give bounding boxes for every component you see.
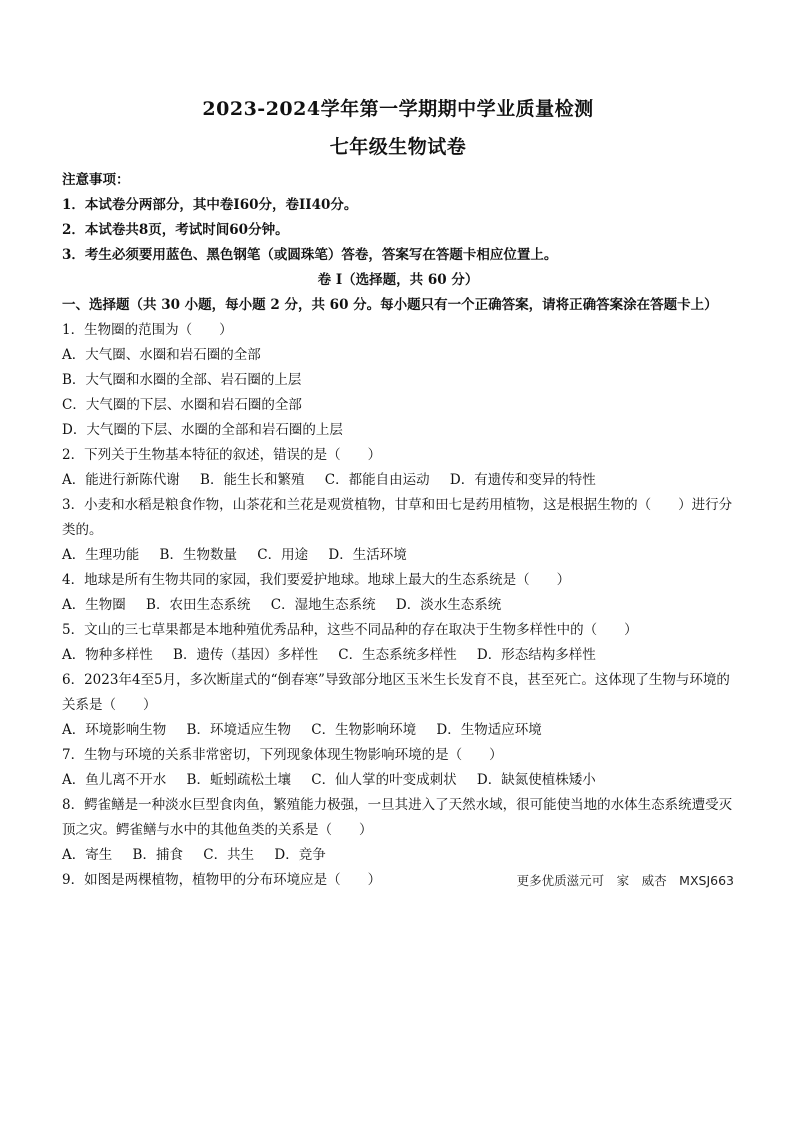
question-option: D．生活环境 — [328, 547, 407, 563]
question-option: A．生理功能 — [62, 547, 140, 563]
question-stem: 2．下列关于生物基本特征的叙述，错误的是（ ） — [62, 447, 382, 463]
question-option: A．鱼儿离不开水 — [62, 772, 167, 788]
question-option: D．形态结构多样性 — [476, 647, 596, 663]
question-option: A．环境影响生物 — [62, 722, 167, 738]
question-row — [62, 868, 734, 893]
question-options-row — [62, 768, 734, 793]
question-option: C．共生 — [203, 847, 255, 863]
section-heading: 卷 I（选择题，共 60 分） — [317, 272, 479, 288]
question-stem: 8．鳄雀鳝是一种淡水巨型食肉鱼，繁殖能力极强，一旦其进入了天然水域，很可能使当地的水体生态系统遭受灭顶之灾。鳄雀鳝与水中的其他鱼类的关系是（ ） — [62, 797, 733, 838]
question-stem: 9．如图是两棵植物，植物甲的分布环境应是（ ） — [62, 872, 382, 888]
question-stem: 3．小麦和水稻是粮食作物，山茶花和兰花是观赏植物，甘草和田七是药用植物，这是根据生物的（ ）进行分类的。 — [62, 497, 733, 538]
question-stem: 7．生物与环境的关系非常密切，下列现象体现生物影响环境的是（ ） — [62, 747, 503, 763]
question-option: C．仙人掌的叶变成刺状 — [311, 772, 457, 788]
question-options-row — [62, 643, 734, 668]
question-option: A．大气圈、水圈和岩石圈的全部 — [62, 347, 261, 363]
question-stem: 5．文山的三七草果都是本地种殖优秀品种，这些不同品种的存在取决于生物多样性中的（ ） — [62, 622, 638, 638]
question-option: B．大气圈和水圈的全部、岩石圈的上层 — [62, 372, 302, 388]
exam-subtitle: 七年级生物试卷 — [329, 136, 467, 158]
question-options-row — [62, 843, 734, 868]
question-option: C．湿地生态系统 — [270, 597, 376, 613]
question-option: D．淡水生态系统 — [395, 597, 502, 613]
question-option: C．大气圈的下层、水圈和岩石圈的全部 — [62, 397, 302, 413]
question-option: C．生态系统多样性 — [338, 647, 457, 663]
question-option: D．生物适应环境 — [436, 722, 542, 738]
notes-heading: 注意事项： — [62, 172, 130, 188]
question-option: B．捕食 — [132, 847, 183, 863]
question-option: A．能进行新陈代谢 — [62, 472, 180, 488]
question-option: B．农田生态系统 — [146, 597, 251, 613]
exam-title: 2023-2024学年第一学期期中学业质量检测 — [202, 98, 594, 120]
question-stem: 6．2023年4至5月，多次断崖式的“倒春寒”导致部分地区玉米生长发育不良，甚至死亡。这体现了生物与环境的关系是（ ） — [62, 672, 730, 713]
question-option: A．生物圈 — [62, 597, 126, 613]
question-option: B．能生长和繁殖 — [200, 472, 305, 488]
question-option: A．物种多样性 — [62, 647, 153, 663]
note-item: 3．考生必须要用蓝色、黑色钢笔（或圆珠笔）答卷，答案写在答题卡相应位置上。 — [62, 247, 558, 263]
watermark-text: 更多优质滋元可 家 威杏 MXSJ663 — [516, 873, 734, 888]
question-options-row — [62, 718, 734, 743]
question-stem: 1．生物圈的范围为（ ） — [62, 322, 233, 338]
question-option: B．遗传（基因）多样性 — [173, 647, 318, 663]
question-option: D．竞争 — [274, 847, 326, 863]
question-options-row — [62, 593, 734, 618]
question-option: C．都能自由运动 — [324, 472, 430, 488]
question-option: B．生物数量 — [159, 547, 237, 563]
note-item: 2．本试卷共8页，考试时间60分钟。 — [62, 222, 289, 238]
question-option: B．环境适应生物 — [186, 722, 291, 738]
exam-page — [62, 96, 734, 893]
question-option: A．寄生 — [62, 847, 113, 863]
question-options-row — [62, 468, 734, 493]
note-item: 1．本试卷分两部分，其中卷I60分，卷II40分。 — [62, 197, 358, 213]
question-options-row — [62, 543, 734, 568]
question-option: D．有遗传和变异的特性 — [449, 472, 596, 488]
question-option: D．大气圈的下层、水圈的全部和岩石圈的上层 — [62, 422, 343, 438]
question-stem: 4．地球是所有生物共同的家园，我们要爱护地球。地球上最大的生态系统是（ ） — [62, 572, 571, 588]
question-option: B．蚯蚓疏松土壤 — [186, 772, 291, 788]
question-option: C．生物影响环境 — [311, 722, 417, 738]
part-title: 一、选择题（共 30 小题，每小题 2 分，共 60 分。每小题只有一个正确答案，请将正确答案涂在答题卡上） — [62, 297, 718, 313]
question-option: C．用途 — [257, 547, 309, 563]
question-option: D．缺氮使植株矮小 — [476, 772, 596, 788]
